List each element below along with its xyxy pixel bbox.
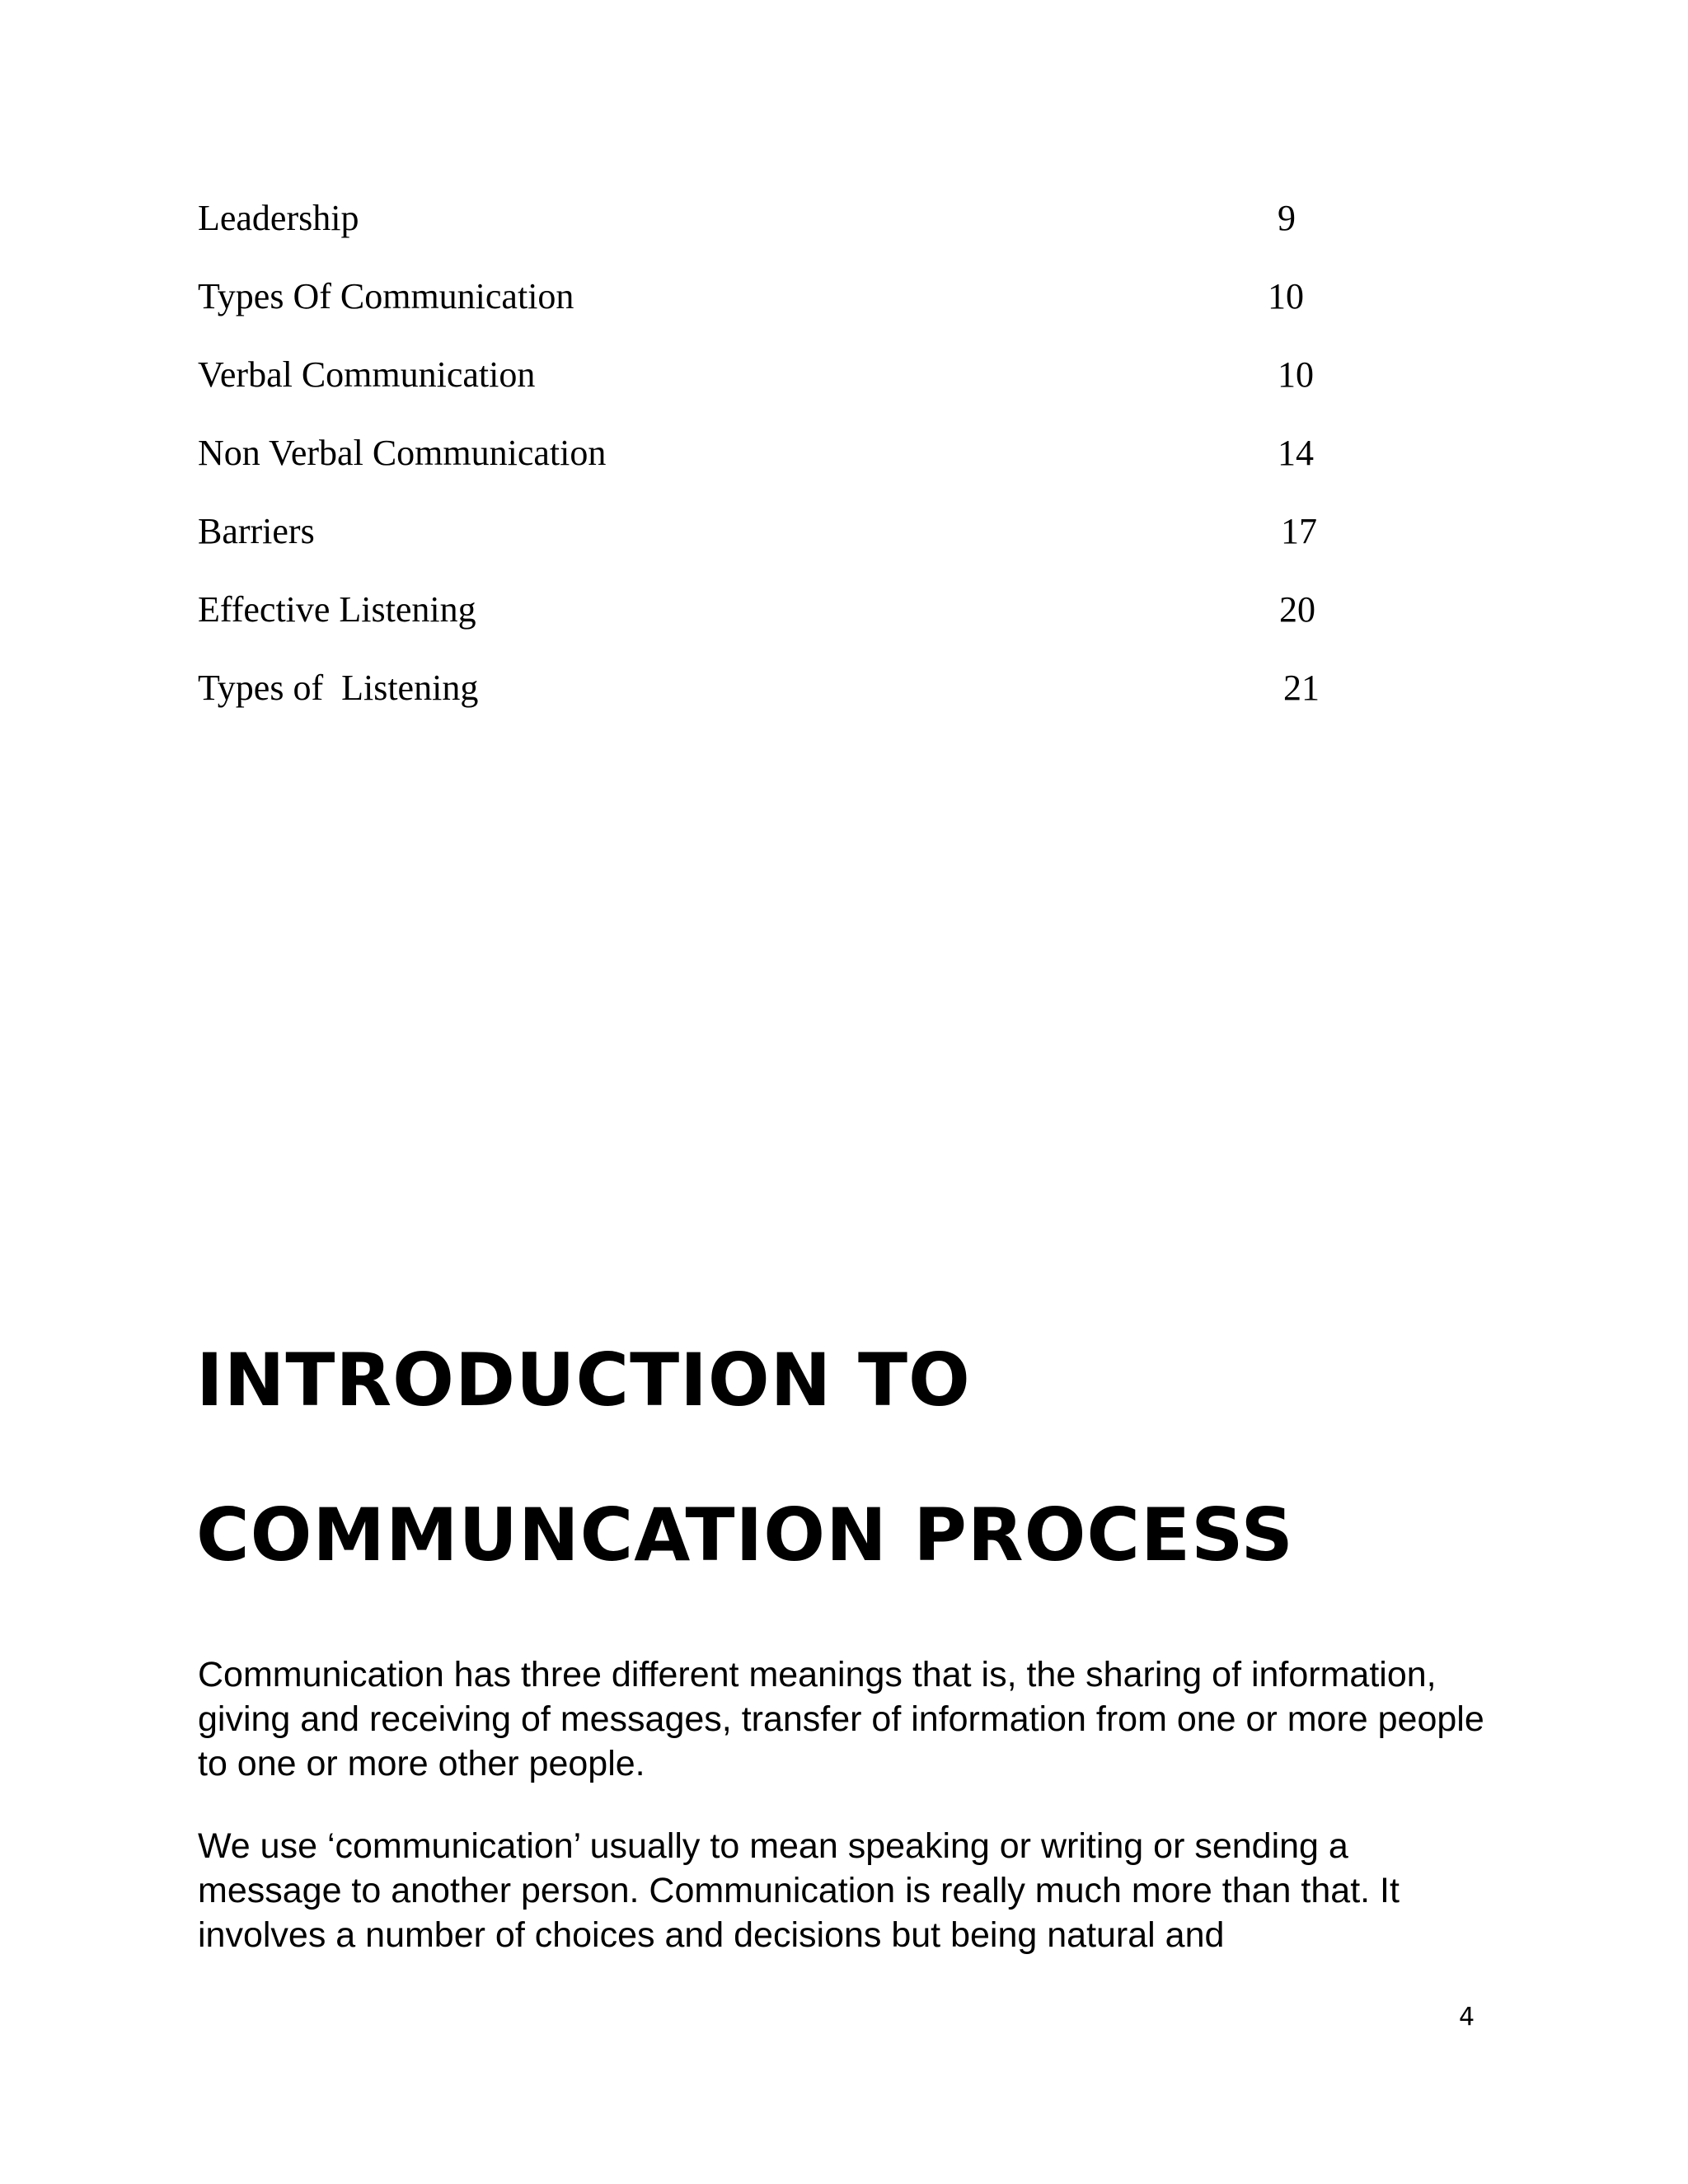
toc-entry-title: Verbal Communication: [198, 354, 536, 395]
section-heading-line-1: INTRODUCTION TO: [196, 1338, 971, 1422]
toc-entry-title: Barriers: [198, 511, 315, 551]
body-paragraph: Communication has three different meanings that is, the sharing of information, giving and receiving of messages, transfer of information from one or more people to one or more other people.: [198, 1655, 1484, 1783]
toc-entry-title: Types Of Communication: [198, 276, 574, 316]
toc-entry-effective-listening: [198, 581, 1352, 659]
toc-entry-leadership: [198, 190, 1352, 268]
toc-entry-verbal-communication: [198, 346, 1352, 424]
page-number: 4: [1459, 2003, 1475, 2032]
body-paragraph: We use ‘communication’ usually to mean speaking or writing or sending a message to another person. Communication is really much more than that. It involves a number of choices and decisions but being natural and: [198, 1826, 1400, 1955]
toc-entry-page: 9: [1278, 198, 1296, 238]
toc-entry-non-verbal-communication: [198, 424, 1352, 503]
toc-entry-title: Non Verbal Communication: [198, 433, 607, 473]
toc-entry-types-of-listening: [198, 659, 1352, 738]
toc-entry-page: 21: [1283, 668, 1320, 708]
toc-entry-title: Effective Listening: [198, 589, 476, 630]
toc-entry-barriers: [198, 503, 1352, 581]
toc-entry-title: Leadership: [198, 198, 359, 238]
toc-entry-page: 10: [1278, 354, 1314, 395]
toc-entry-page: 10: [1268, 276, 1304, 316]
section-heading-line-2: COMMUNCATION PROCESS: [196, 1493, 1294, 1577]
table-of-contents: [198, 190, 1352, 738]
toc-entry-types-of-communication: [198, 268, 1352, 346]
toc-entry-page: 14: [1278, 433, 1314, 473]
toc-entry-page: 20: [1279, 589, 1315, 630]
toc-entry-title: Types of Listening: [198, 668, 479, 708]
toc-entry-page: 17: [1281, 511, 1317, 551]
